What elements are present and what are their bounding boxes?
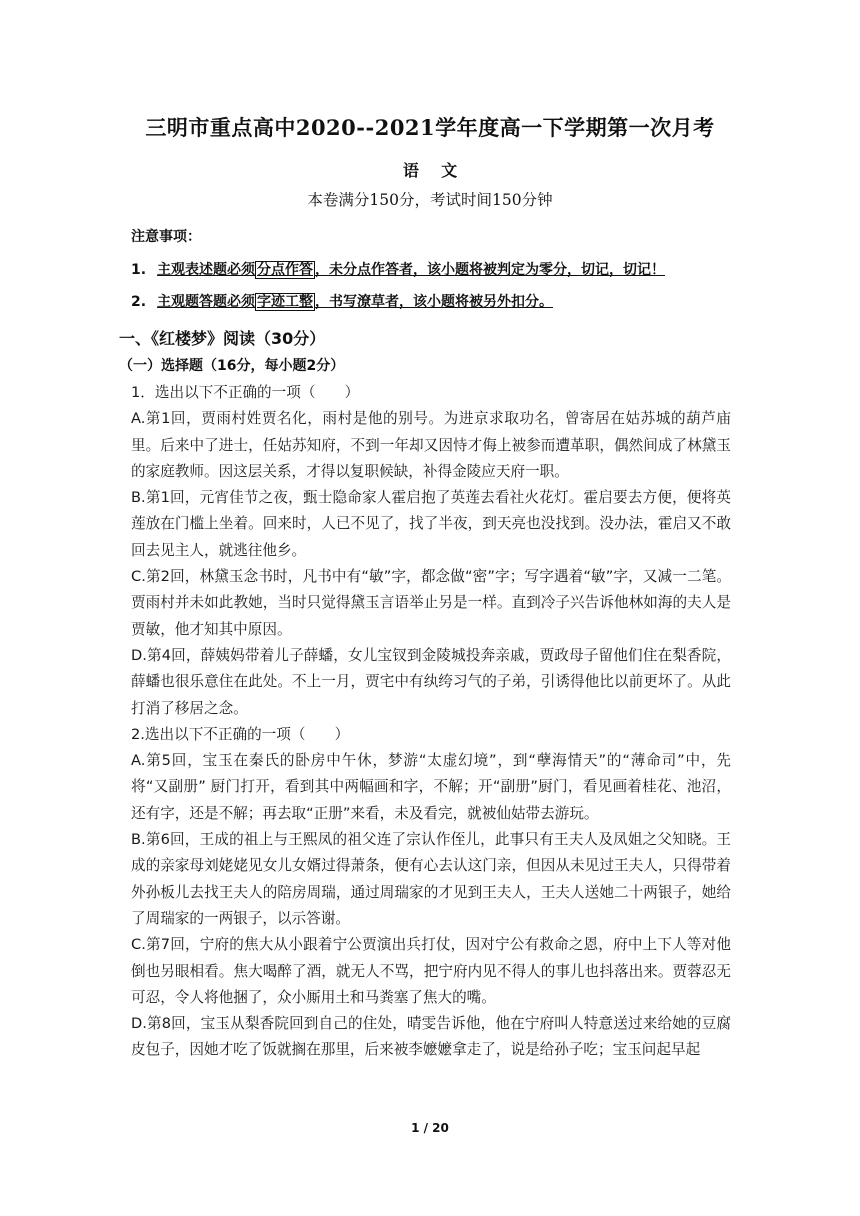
notice-item-number: 1. <box>131 262 147 278</box>
section-subheading: （一）选择题（16分，每小题2分） <box>119 358 345 374</box>
question-paragraph: 2.选出以下不正确的一项（ ） <box>131 725 350 743</box>
notice-item-boxed-text: 字迹工整 <box>257 294 313 310</box>
exam-subject: 语 文 <box>402 161 458 180</box>
question-paragraph: C.第7回，宁府的焦大从小跟着宁公贾演出兵打仗，因对宁公有救命之恩，府中上下人等对他倒也另眼相看。焦大喝醉了酒，就无人不骂，把宁府内见不得人的事儿也抖落出来。贾蓉忍无可忍，令人将他捆了，众小厮用土和马粪塞了焦大的嘴。 <box>131 936 731 1006</box>
section-heading: 一、《红楼梦》阅读（30分） <box>119 329 326 348</box>
notice-item-text: ，书写潦草者，该小题将被另外扣分。 <box>315 294 553 310</box>
notice-item <box>131 291 553 311</box>
question-paragraph: D.第8回，宝玉从梨香院回到自己的住处，晴雯告诉他，他在宁府叫人特意送过来给她的豆腐皮包子，因她才吃了饭就搁在那里，后来被李嬷嬷拿走了，说是给孙子吃；宝玉问起早起 <box>131 1015 731 1059</box>
notice-item-text: 主观表述题必须 <box>157 262 255 278</box>
question-paragraph: 1．选出以下不正确的一项（ ） <box>131 384 360 401</box>
notice-item-text: ，未分点作答者，该小题将被判定为零分，切记，切记！ <box>315 262 665 278</box>
question-paragraph: B.第6回，王成的祖上与王熙凤的祖父连了宗认作侄儿，此事只有王夫人及凤姐之父知晓。王成的亲家母刘姥姥见女儿女婿过得萧条，便有心去认这门亲，但因从未见过王夫人，只得带着外孙板儿去找王夫人的陪房周瑞，通过周瑞家的才见到王夫人，王夫人送她二十两银子，她给了周瑞家的一两银子，以示答谢。 <box>131 831 731 927</box>
question-paragraph: C.第2回，林黛玉念书时，凡书中有“敏”字，都念做“密”字；写字遇着“敏”字，又减一二笔。贾雨村并未如此教她，当时只觉得黛玉言语举止另是一样。直到冷子兴告诉他林如海的夫人是贾敏，他才知其中原因。 <box>131 568 731 638</box>
question-body <box>131 380 731 1064</box>
question-paragraph: D.第4回，薛姨妈带着儿子薛蟠，女儿宝钗到金陵城投奔亲戚，贾政母子留他们住在梨香院，薛蟠也很乐意住在此处。不上一月，贾宅中有纨绔习气的子弟，引诱得他比以前更坏了。从此打消了移居之念。 <box>131 646 731 717</box>
question-paragraph: B.第1回，元宵佳节之夜，甄士隐命家人霍启抱了英莲去看社火花灯。霍启要去方便，便将英莲放在门槛上坐着。回来时，人已不见了，找了半夜，到天亮也没找到。没办法，霍启又不敢回去见主人，就逃往他乡。 <box>131 489 731 559</box>
question-paragraph: A.第1回，贾雨村姓贾名化，雨村是他的别号。为进京求取功名，曾寄居在姑苏城的葫芦庙里。后来中了进士，任姑苏知府，不到一年却又因恃才侮上被参而遭革职，偶然间成了林黛玉的家庭教师。因这层关系，才得以复职候缺，补得金陵应天府一职。 <box>131 410 731 480</box>
exam-info: 本卷满分150分，考试时间150分钟 <box>307 191 553 209</box>
notice-item-text: 主观题答题必须 <box>157 294 255 310</box>
question-paragraph: A.第5回，宝玉在秦氏的卧房中午休，梦游“太虚幻境”，到“孽海情天”的“薄命司”中，先将“又副册” 厨门打开，看到其中两幅画和字，不解；开“副册”厨门，看见画着桂花、池沼，还有字，还是不解；再去取“正册”来看，未及看完，就被仙姑带去游玩。 <box>131 752 731 822</box>
notice-item-boxed-text: 分点作答 <box>257 262 313 278</box>
exam-title: 三明市重点高中2020--2021学年度高一下学期第一次月考 <box>145 115 715 140</box>
notice-item-number: 2. <box>131 294 147 310</box>
notice-heading: 注意事项： <box>131 229 201 245</box>
page-number: 1 / 20 <box>411 1121 449 1135</box>
notice-item <box>131 259 665 279</box>
